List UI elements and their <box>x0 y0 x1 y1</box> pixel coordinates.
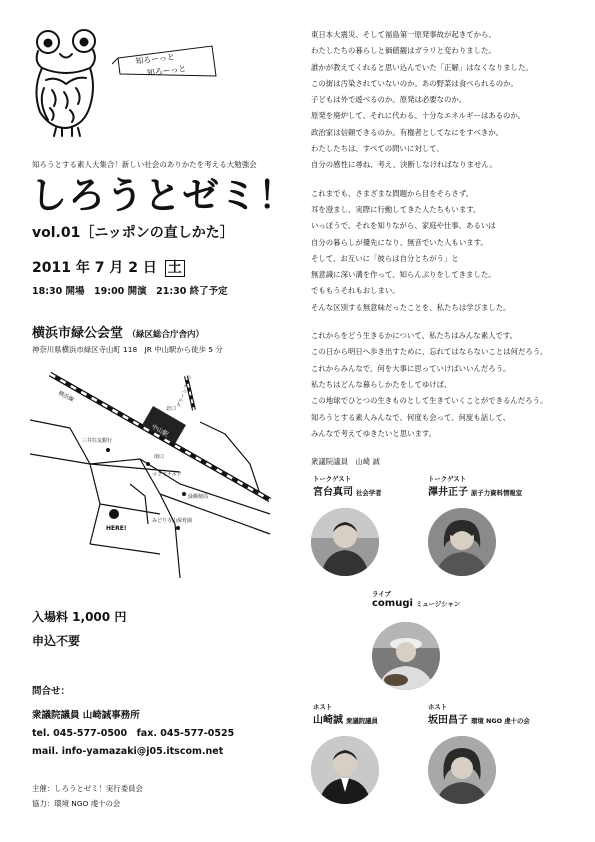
map-label-north-exit: 北口 <box>166 406 177 412</box>
guest-title: 社会学者 <box>356 489 382 497</box>
map-label-here: HERE! <box>106 525 127 532</box>
essay-line: そんな区別する無意味だったことを、私たちは学びました。 <box>311 302 511 312</box>
essay-line: これからをどう生きるかについて、私たちはみんな素人です。 <box>311 331 518 341</box>
guest-card <box>428 474 522 498</box>
event-date <box>32 257 185 277</box>
event-subtitle: vol.01［ニッポンの直しかた］ <box>32 225 234 241</box>
essay-line: 耳を澄まし、実際に行動してきた人たちもいます。 <box>311 204 481 214</box>
guest-role: ホスト <box>428 703 448 711</box>
guest-role: ライブ <box>372 590 391 598</box>
guest-role: トークゲスト <box>428 475 467 483</box>
guest-card <box>313 702 378 726</box>
essay-line: いっぽうで、それを知りながら、家庭や仕事、あるいは <box>311 221 496 231</box>
map-label-greenline: グリーンライン <box>176 373 194 409</box>
access-map <box>30 364 275 578</box>
map-label-station: 中山駅 <box>150 423 170 439</box>
event-times: 18:30 開場 19:00 開演 21:30 終了予定 <box>32 286 228 297</box>
essay-paragraph <box>311 328 571 442</box>
guest-photo-avatar <box>428 736 496 804</box>
guest-photo-avatar <box>428 508 496 576</box>
map-label-mcdonalds: マクドナルド <box>152 472 182 478</box>
map-road <box>70 428 100 544</box>
essay-line: 私たちはどんな暮らしかたをしてゆけば、 <box>311 379 452 389</box>
essay-line: 自分の感性に尋ね、考え、決断しなければなりません。 <box>311 160 497 170</box>
guest-name: 澤井正子 <box>428 487 468 498</box>
guest-name-line <box>313 483 382 498</box>
guest-title: ミュージシャン <box>415 600 461 608</box>
map-road <box>90 464 180 472</box>
guest-name: 坂田昌子 <box>428 715 468 726</box>
credit-organizer: 主催：しろうとゼミ！実行委員会 <box>32 784 143 793</box>
contact-phone: tel. 045-577-0500 fax. 045-577-0525 <box>32 728 235 739</box>
map-road <box>100 504 160 514</box>
guest-name-line <box>313 711 378 726</box>
registration-note: 申込不要 <box>32 634 81 648</box>
map-label-rail: 横浜線 <box>57 390 75 404</box>
map-marker <box>182 492 186 496</box>
guest-title: 衆議院議員 <box>346 717 378 725</box>
tagline: 知ろうとする素人大集合！新しい社会のありかたを考える大勉強会 <box>32 160 257 169</box>
railway-line <box>50 374 270 500</box>
guest-name-line <box>372 598 460 609</box>
bubble-line: 知ろーっと <box>134 52 176 67</box>
essay-line: これからみんなで、何を大事に思っていけばいいんだろう。 <box>311 363 511 373</box>
essay-line: みんなで考えてゆきたいと思います。 <box>311 428 437 438</box>
essay-line: 自分の暮らしが優先になり、無音でいた人もいます。 <box>311 237 488 247</box>
essay-line: これまでも、さまざまな問題から目をそらさず、 <box>311 188 474 198</box>
contact-email: mail. info-yamazaki@j05.itscom.net <box>32 746 224 757</box>
essay-line: 東日本大震災、そして福島第一原発事故が起きてから、 <box>311 30 496 39</box>
essay-line: 子どもは外で遊べるのか。原発は必要なのか。 <box>311 95 467 105</box>
essay-line: でももうそれもおしまい。 <box>311 286 400 296</box>
contact-block <box>32 683 234 761</box>
guest-role: ホスト <box>313 703 333 711</box>
guest-photo-avatar <box>372 622 440 690</box>
here-marker-icon <box>109 509 119 519</box>
guest-role: トークゲスト <box>313 475 352 483</box>
guest-title: 原子力資料情報室 <box>471 489 523 497</box>
essay-line: この日から明日へ歩き出すために、忘れてはならないことは何だろう。 <box>311 347 548 357</box>
essay-paragraph <box>311 27 571 174</box>
map-label-bank: 三井住友銀行 <box>82 438 113 444</box>
map-road <box>30 420 70 428</box>
contact-heading: 問合せ： <box>32 686 71 697</box>
bubble-line: 知ろーっと <box>146 63 187 78</box>
essay <box>311 27 571 478</box>
map-road <box>30 454 270 514</box>
guest-card <box>372 589 460 609</box>
map-label-post-office: 緑郵便局 <box>188 494 209 500</box>
guest-name: 宮台真司 <box>313 487 353 498</box>
essay-signature: 衆議院議員 山崎 誠 <box>311 457 380 467</box>
map-marker <box>106 448 110 452</box>
essay-line: わたしたちは、すべての問いに対して、 <box>311 144 444 154</box>
guest-name: comugi <box>372 598 413 609</box>
contact-org: 衆議院議員 山崎誠事務所 <box>32 710 140 721</box>
venue <box>32 322 204 341</box>
essay-line: この街は汚染されていないのか。あの野菜は食べられるのか。 <box>311 78 518 88</box>
essay-line: 知ろうとする素人みんなで、何度も会って、何度も話して、 <box>311 412 511 422</box>
map-road <box>130 484 148 524</box>
credit-cooperation: 協力：環境 NGO 虔十の会 <box>32 799 121 808</box>
essay-line: 誰かが教えてくれると思い込んでいた「正解」はなくなりました。 <box>311 62 533 72</box>
guest-name: 山崎誠 <box>313 715 343 726</box>
essay-line: 原発を廃炉して、それに代わる、十分なエネルギーはあるのか。 <box>311 111 526 121</box>
map-road <box>90 544 160 554</box>
essay-line: そして、お互いに「彼らは自分とちがう」と <box>311 253 459 263</box>
date-text: 2011 年 7 月 2 日 <box>32 260 157 276</box>
venue-note: （緑区総合庁舎内） <box>127 330 205 340</box>
admission-fee: 入場料 1,000 円 <box>32 610 127 624</box>
map-road <box>200 422 260 494</box>
essay-line: 無意識に深い溝を作って、知らんぷりをしてきました。 <box>311 270 496 280</box>
map-marker <box>146 462 150 466</box>
essay-line: 政治家は信頼できるのか。有権者としてなにをすべきか。 <box>311 127 504 137</box>
map-label-south-exit: 南口 <box>154 454 165 460</box>
guest-card <box>428 702 530 726</box>
venue-name: 横浜市緑公会堂 <box>32 326 124 341</box>
day-of-week-badge: 土 <box>165 260 185 277</box>
essay-line: わたしたちの暮らしと価値観はガラリと変わりました。 <box>311 46 496 56</box>
owl-mascot-icon <box>30 28 102 140</box>
credits <box>32 781 143 811</box>
guest-name-line <box>428 711 530 726</box>
map-marker <box>176 526 180 530</box>
essay-line: この地球でひとつの生きものとして生きていくことができるんだろう。 <box>311 396 548 406</box>
event-title: しろうとゼミ！ <box>30 174 296 217</box>
guest-card <box>313 474 382 498</box>
guest-photo-avatar <box>311 736 379 804</box>
essay-paragraph <box>311 186 571 316</box>
guest-name-line <box>428 483 522 498</box>
guest-title: 環境 NGO 虔十の会 <box>471 717 530 725</box>
venue-address: 神奈川県横浜市緑区寺山町 118 JR 中山駅から徒歩 5 分 <box>32 345 223 354</box>
guest-photo-avatar <box>311 508 379 576</box>
map-label-nursery: みどり寺山保育園 <box>152 518 193 524</box>
